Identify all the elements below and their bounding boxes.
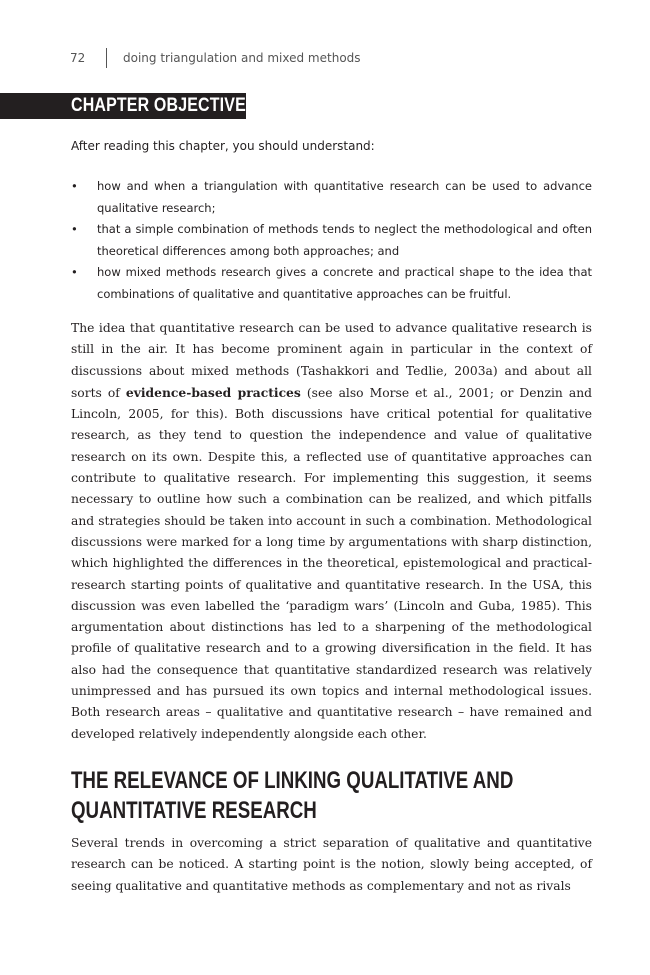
bullet-icon: • [71,222,78,236]
body-paragraph [71,318,592,745]
body-text-part2: (see also Morse et al., 2001; or Denzin and Lincoln, 2005, for this). Both discussions have critical potential for qualitative research, as they tend to question the independence and value of qualitative research on its own. Despite this, a reflected use of quantitative approaches can contribute to qualitative research. For implementing this suggestion, it seems necessary to outline how such a combination can be realized, and which pitfalls and strategies should be taken into account in such a combination. Methodological discussions were marked for a long time by argumentations with sharp distinction, which highlighted the differences in the theoretical, epistemological and practical-research starting points of qualitative and quantitative research. In the USA, this discussion was even labelled the ‘paradigm wars’ (Lincoln and Guba, 1985). This argumentation about distinctions has led to a sharpening of the methodological profile of qualitative research and to a growing diversification in the field. It has also had the consequence that quantitative standardized research was relatively unimpressed and has pursued its own topics and internal methodological issues. Both research areas – qualitative and quantitative research – have remained and developed relatively independently alongside each other. [71,385,592,741]
bullet-icon: • [71,179,78,193]
objectives-list [71,176,592,305]
objective-text: that a simple combination of methods tends to neglect the methodological and often theoretical differences among both approaches; and [97,222,592,258]
chapter-objectives-title: CHAPTER OBJECTIVES [71,95,257,116]
objective-text: how mixed methods research gives a concrete and practical shape to the idea that combinations of qualitative and quantitative approaches can be fruitful. [97,265,592,301]
section-heading-line1: THE RELEVANCE OF LINKING QUALITATIVE AND [71,767,514,794]
objective-item [71,176,592,219]
running-head-title: doing triangulation and mixed methods [123,51,361,65]
section-paragraph: Several trends in overcoming a strict separation of qualitative and quantitative research can be noticed. A starting point is the notion, slowly being accepted, of seeing qualitative and quantitative methods as complementary and not as rivals [71,836,592,893]
running-head-divider [106,48,107,68]
objective-text: how and when a triangulation with quantitative research can be used to advance qualitative research; [97,179,592,215]
section-heading [71,766,555,826]
page-number: 72 [70,51,86,65]
objectives-intro: After reading this chapter, you should understand: [71,139,375,153]
bullet-icon: • [71,265,78,279]
objective-item [71,219,592,262]
running-head [70,48,361,68]
key-term: evidence-based practices [125,384,301,400]
objective-item [71,262,592,305]
section-heading-line2: QUANTITATIVE RESEARCH [71,797,317,824]
body-text-part1: The idea that quantitative research can be used to advance qualitative research is still in the air. It has become prominent again in particular in the context of discussions about mixed methods (Tashakkori and Tedlie, 2003a) and about all sorts of [71,321,592,400]
